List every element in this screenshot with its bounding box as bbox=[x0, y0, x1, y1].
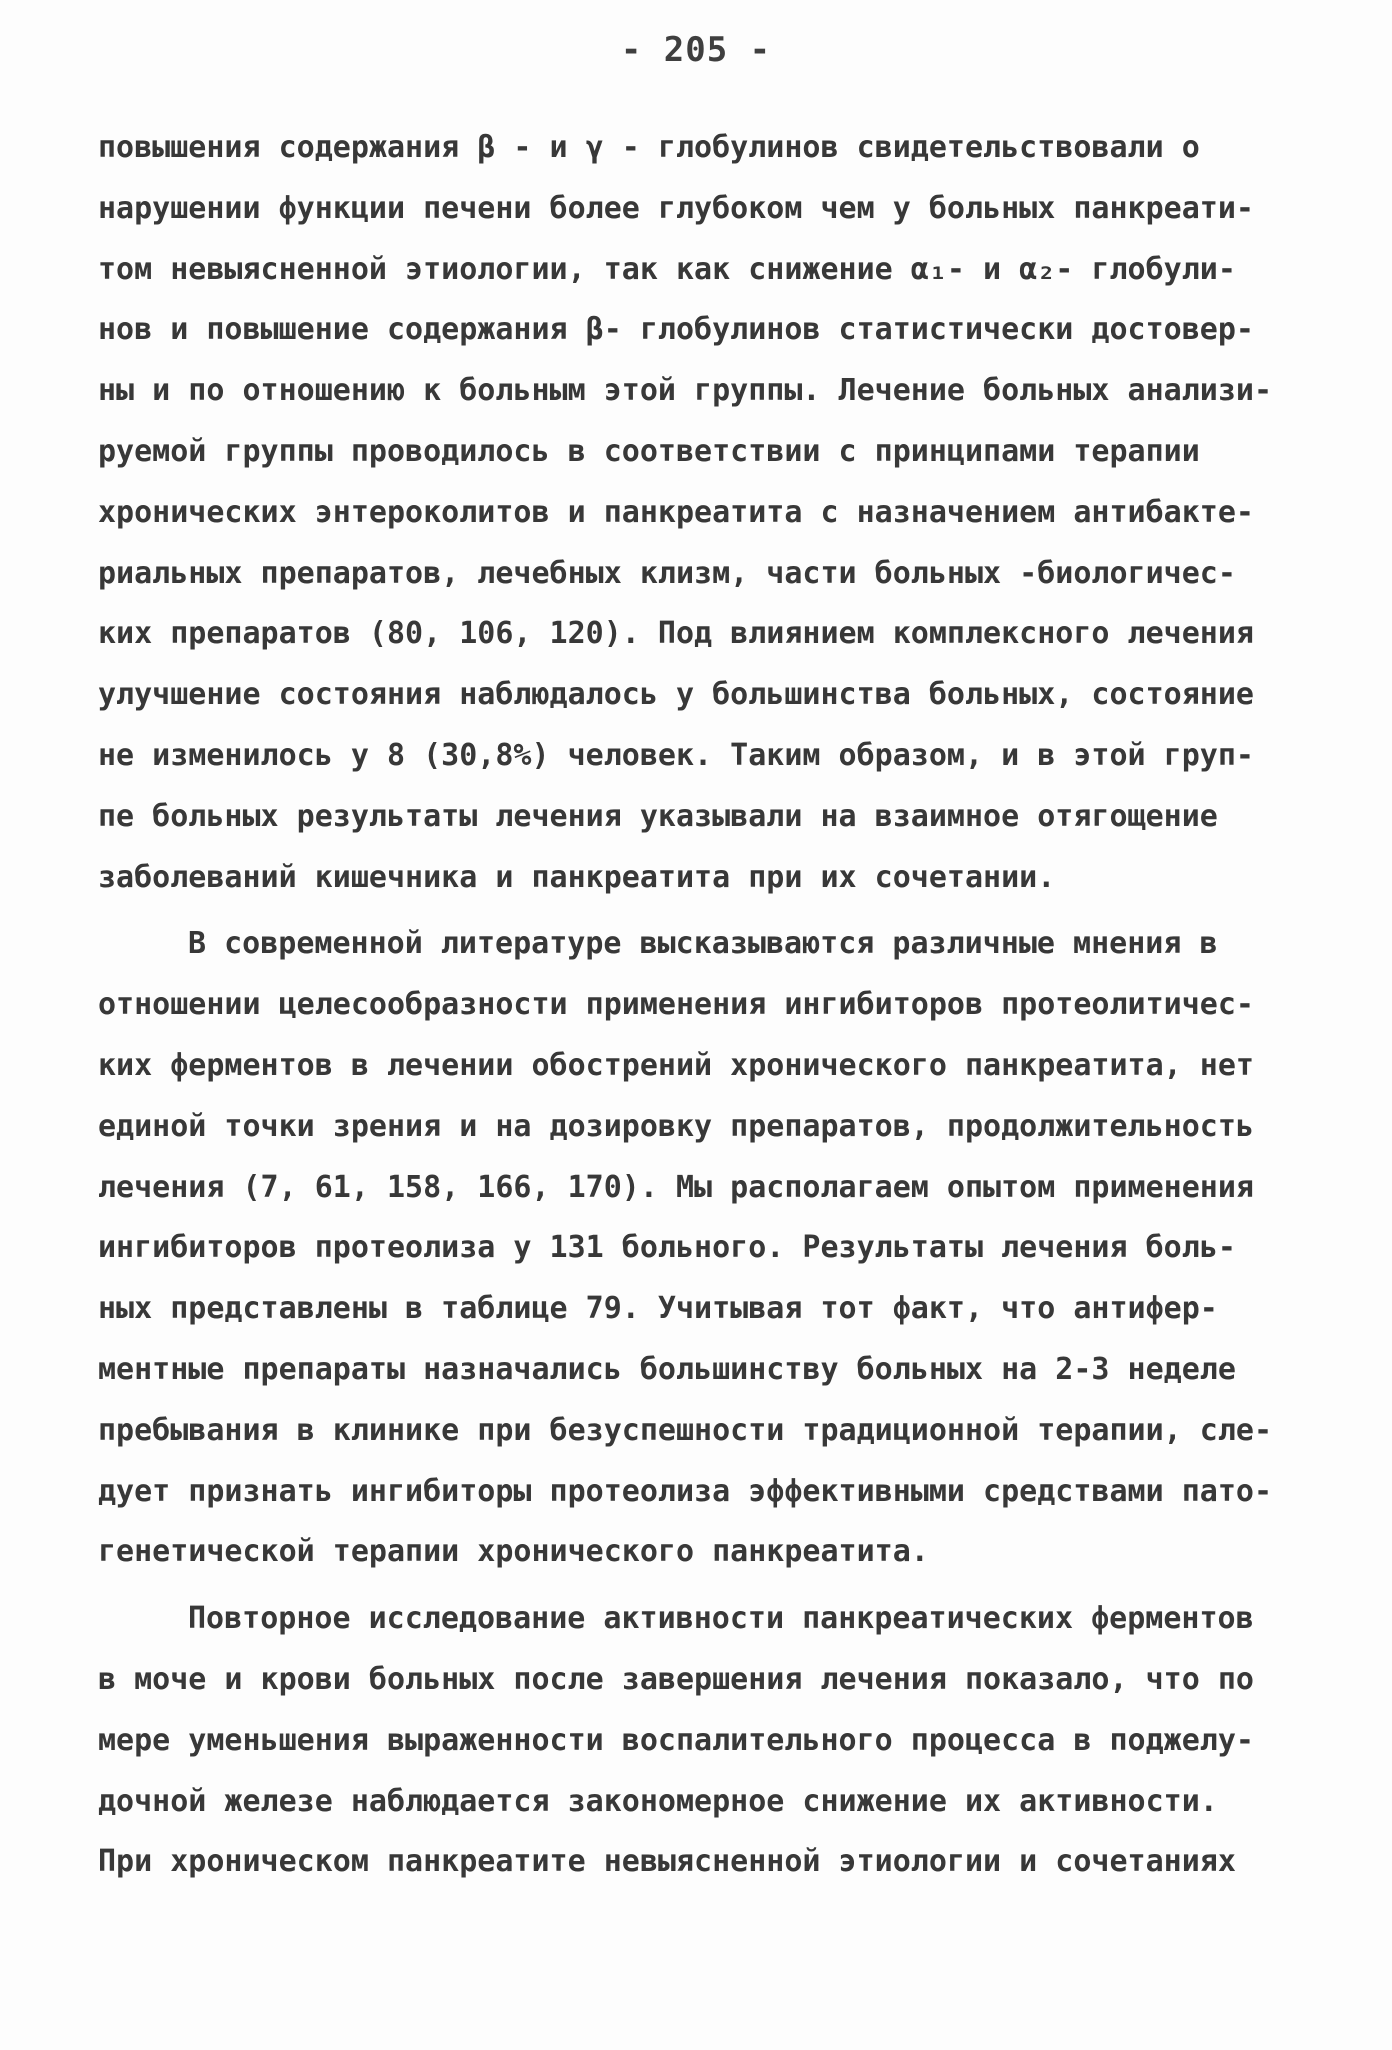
text-line: ны и по отношению к больным этой группы. Лечение больных анализи- bbox=[98, 373, 1272, 409]
text-line: единой точки зрения и на дозировку препаратов, продолжительность bbox=[98, 1108, 1254, 1144]
text-line: в моче и крови больных после завершения лечения показало, что по bbox=[98, 1661, 1254, 1697]
text-line: пребывания в клинике при безуспешности традиционной терапии, сле- bbox=[98, 1412, 1272, 1448]
paragraph-1 bbox=[98, 118, 1276, 908]
text-line: лечения (7, 61, 158, 166, 170). Мы располагаем опытом применения bbox=[98, 1169, 1254, 1205]
text-line: заболеваний кишечника и панкреатита при их сочетании. bbox=[98, 859, 1056, 895]
text-line: ментные препараты назначались большинству больных на 2-3 неделе bbox=[98, 1351, 1236, 1387]
text-line: ких ферментов в лечении обострений хронического панкреатита, нет bbox=[98, 1047, 1254, 1083]
page-number: - 205 - bbox=[620, 30, 772, 70]
text-line: риальных препаратов, лечебных клизм, части больных -биологичес- bbox=[98, 555, 1236, 591]
text-line: руемой группы проводилось в соответствии с принципами терапии bbox=[98, 433, 1200, 469]
text-line: отношении целесообразности применения ингибиторов протеолитичес- bbox=[98, 987, 1254, 1023]
text-line: мере уменьшения выраженности воспалительного процесса в поджелу- bbox=[98, 1722, 1254, 1758]
text-line: ких препаратов (80, 106, 120). Под влиянием комплексного лечения bbox=[98, 616, 1254, 652]
text-line: дочной железе наблюдается закономерное снижение их активности. bbox=[98, 1783, 1218, 1819]
paragraph-2 bbox=[98, 914, 1276, 1583]
text-line: том невыясненной этиологии, так как снижение α₁- и α₂- глобули- bbox=[98, 251, 1236, 287]
text-line: улучшение состояния наблюдалось у большинства больных, состояние bbox=[98, 677, 1254, 713]
body-text bbox=[98, 118, 1276, 1893]
text-line: хронических энтероколитов и панкреатита с назначением антибакте- bbox=[98, 494, 1254, 530]
text-line: не изменилось у 8 (30,8%) человек. Таким образом, и в этой груп- bbox=[98, 737, 1254, 773]
text-line: ных представлены в таблице 79. Учитывая тот факт, что антифер- bbox=[98, 1291, 1218, 1327]
text-line: Повторное исследование активности панкреатических ферментов bbox=[188, 1601, 1254, 1637]
paragraph-3 bbox=[98, 1589, 1276, 1893]
text-line: генетической терапии хронического панкреатита. bbox=[98, 1534, 929, 1570]
text-line: повышения содержания β - и γ - глобулинов свидетельствовали о bbox=[98, 130, 1200, 165]
text-line: В современной литературе высказываются различные мнения в bbox=[188, 926, 1218, 962]
text-line: нов и повышение содержания β- глобулинов статистически достовер- bbox=[98, 312, 1254, 348]
text-line: пе больных результаты лечения указывали на взаимное отягощение bbox=[98, 798, 1218, 834]
text-line: дует признать ингибиторы протеолиза эффективными средствами пато- bbox=[98, 1473, 1272, 1509]
text-line: При хроническом панкреатите невыясненной этиологии и сочетаниях bbox=[98, 1844, 1236, 1880]
text-line: ингибиторов протеолиза у 131 больного. Результаты лечения боль- bbox=[98, 1230, 1236, 1266]
text-line: нарушении функции печени более глубоком чем у больных панкреати- bbox=[98, 190, 1254, 226]
